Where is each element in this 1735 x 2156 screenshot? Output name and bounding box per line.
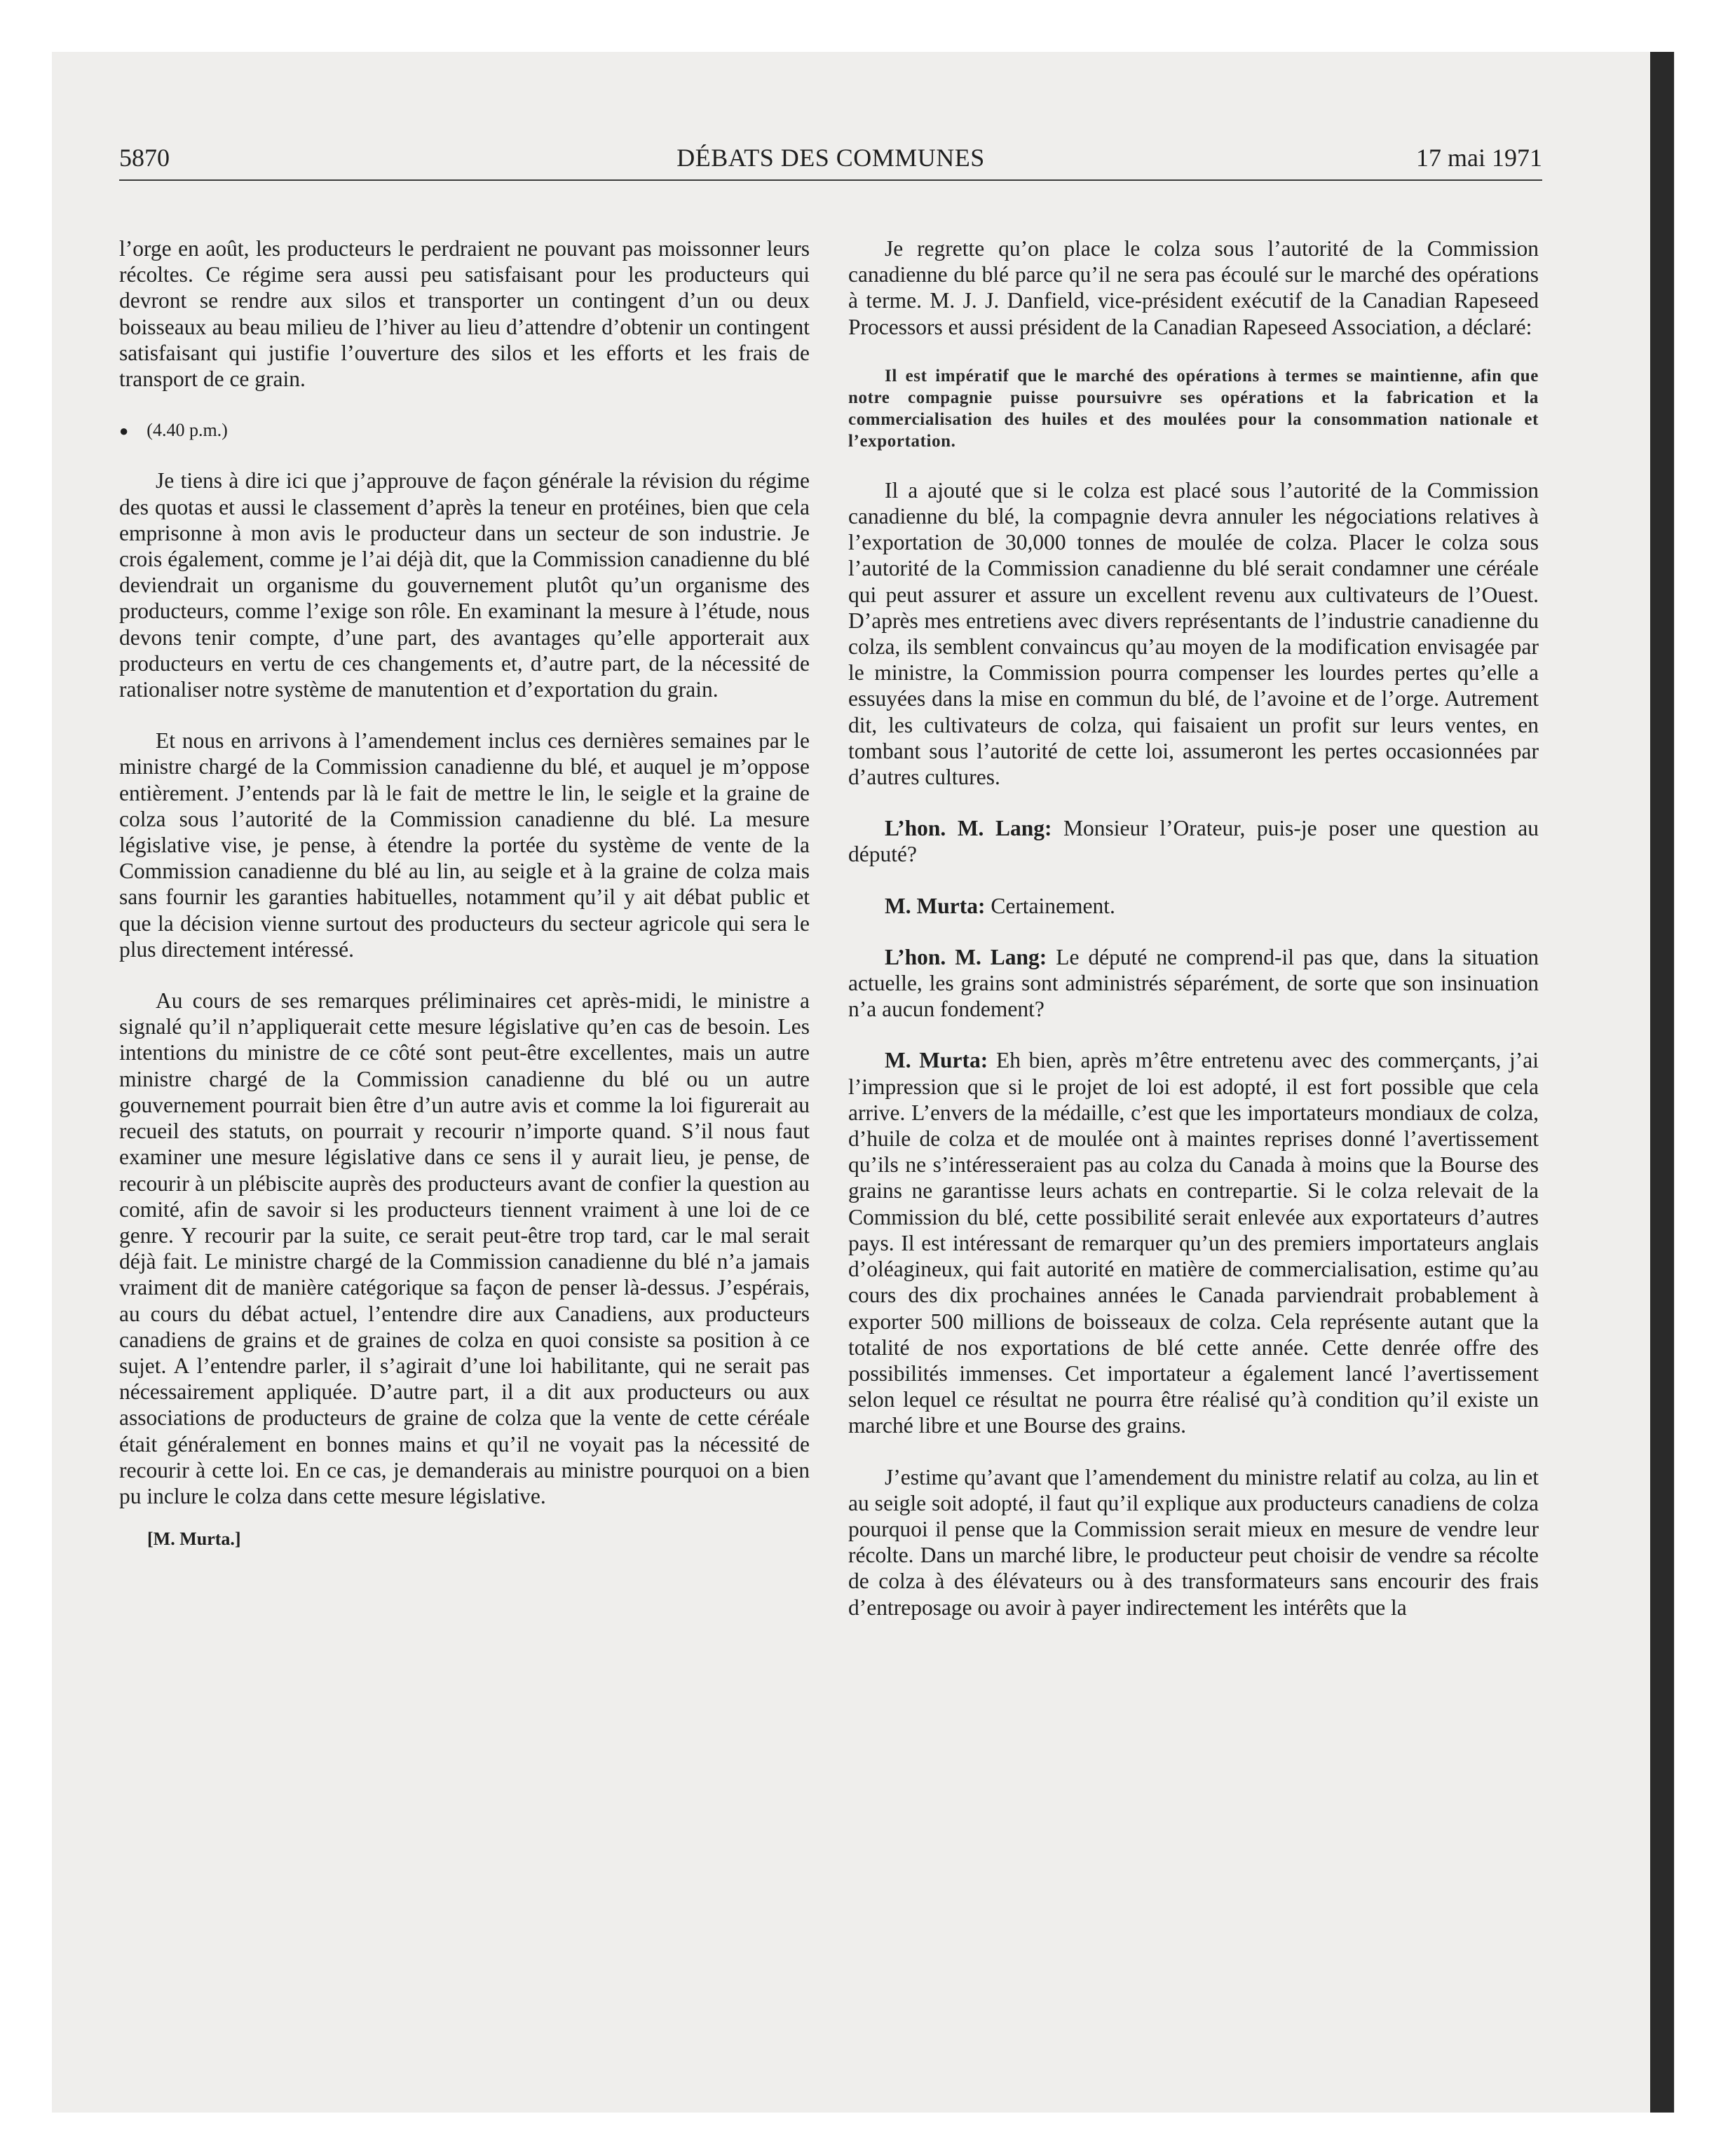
speech-text: Certainement. — [985, 893, 1115, 918]
paragraph: J’estime qu’avant que l’amendement du ministre relatif au colza, au lin et au seigle soit adopté, il faut qu’il explique aux producteurs canadiens de colza pourquoi il pense que la Commission serait mieux en mesure de vendre leur récolte. Dans un marché libre, le producteur peut choisir de vendre sa récolte de colza à des élévateurs ou à des transformateurs sans encourir des frais d’entreposage ou avoir à payer indirectement les intérêts que la — [848, 1464, 1539, 1620]
speaker-name: M. Murta: — [885, 1048, 988, 1073]
page-number: 5870 — [119, 144, 170, 172]
speaker-signature: [M. Murta.] — [147, 1529, 241, 1550]
speaker-name: L’hon. M. Lang: — [885, 944, 1047, 969]
paragraph: Et nous en arrivons à l’amendement inclus ces dernières semaines par le ministre chargé de la Commission canadienne du blé, et auquel je m’oppose entièrement. J’entends par là le fait de mettre le lin, le seigle et la graine de colza sous l’autorité de la Commission canadienne du blé. La mesure législative vise, je pense, à étendre la portée du système de vente de la Commission canadienne du blé au lin, au seigle et à la graine de colza mais sans fournir les garanties habituelles, notamment qu’il y ait débat public et que la décision vienne surtout des producteurs du secteur agricole qui sera le plus directement intéressé. — [119, 728, 810, 962]
block-quote: Il est impératif que le marché des opérations à termes se maintienne, afin que notre compagnie puisse poursuivre ses opérations et la fabrication et la commercialisation des huiles et des moulées pour la consommation nationale et l’exportation. — [848, 366, 1539, 451]
speaker-name: L’hon. M. Lang: — [885, 816, 1052, 841]
speech-text: Le député ne comprend-il pas que, dans la situation actuelle, les grains sont administrés séparément, de sorte que son insinuation n’a aucun fondement? — [848, 944, 1539, 1022]
page-header — [119, 140, 1542, 181]
speech-text: Monsieur l’Orateur, puis-je poser une question au député? — [848, 816, 1539, 867]
speech-text: Eh bien, après m’être entretenu avec des commerçants, j’ai l’impression que si le projet de loi est adopté, il est fort possible que cela arrive. L’envers de la médaille, c’est que les importateurs mondiaux de colza, d’huile de colza et de moulée ont à maintes reprises donné l’avertissement qu’ils ne s’intéresseraient pas au colza du Canada à moins que la Bourse des grains ne garantisse leurs achats en contrepartie. Si le colza relevait de la Commission du blé, cette possibilité serait enlevée aux exportateurs d’autres pays. Il est intéressant de remarquer qu’un des premiers importateurs anglais d’oléagineux, qui fait autorité en matière de commercialisation, estime qu’au cours des dix prochaines années le Canada parviendrait probablement à exporter 500 millions de boisseaux de colza. Cela représente autant que la totalité de nos exportations de blé cette année. Cette denrée offre des possibilités immenses. Cet importateur a également lancé l’avertissement selon lequel ce résultat ne pourra être réalisé qu’à condition qu’il existe un marché libre et une Bourse des grains. — [848, 1048, 1539, 1438]
paragraph: Il a ajouté que si le colza est placé sous l’autorité de la Commission canadienne du blé, la compagnie devra annuler les négociations relatives à l’exportation de 30,000 tonnes de moulée de colza. Placer le colza sous l’autorité de la Commission canadienne du blé serait condamner une céréale qui peut assurer et assure un excellent revenu aux cultivateurs de l’Ouest. D’après mes entretiens avec divers représentants de l’industrie canadienne du colza, ils semblent convaincus qu’au moyen de la modification envisagée par le ministre, la Commission pourra compenser les lourdes pertes qu’elle a essuyées dans la mise en commun du blé, de l’avoine et de l’orge. Autrement dit, les cultivateurs de colza, qui faisaient un profit sur leurs ventes, en tombant sous l’autorité de cette loi, assumeront les pertes occasionnées par d’autres cultures. — [848, 477, 1539, 790]
speech-entry — [848, 944, 1539, 1023]
paragraph: Au cours de ses remarques préliminaires cet après-midi, le ministre a signalé qu’il n’appliquerait cette mesure législative qu’en cas de besoin. Les intentions du ministre de ce côté sont peut-être excellentes, mais un autre ministre chargé de la Commission canadienne du blé ou un autre gouvernement pourrait bien être d’un autre avis et comme la loi figurerait au recueil des statuts, on pourrait y recourir n’importe quand. S’il nous faut examiner une mesure législative dans ce sens il y aurait lieu, je pense, de recourir à un plébiscite auprès des producteurs avant de confier la question au comité, afin de savoir si les producteurs tiennent vraiment à une loi de ce genre. Y recourir par la suite, ce serait peut-être trop tard, car le mal serait déjà fait. Le ministre chargé de la Commission canadienne du blé n’a jamais vraiment dit de manière catégorique sa façon de penser là-dessus. J’espérais, au cours du débat actuel, l’entendre dire aux Canadiens, aux producteurs canadiens de grains et de graines de colza en quoi consiste sa position à ce sujet. A l’entendre parler, il s’agirait d’une loi habilitante, qui ne serait pas nécessairement appliquée. D’autre part, il a dit aux producteurs ou aux associations de producteurs de graine de colza que la vente de cette céréale était généralement en bonnes mains et qu’il ne voyait pas la nécessité de recourir à cette loi. En ce cas, je demanderais au ministre pourquoi on a bien pu inclure le colza dans cette mesure législative. — [119, 988, 810, 1508]
paragraph: l’orge en août, les producteurs le perdraient ne pouvant pas moissonner leurs récoltes. Ce régime sera aussi peu satisfaisant pour les producteurs qui devront se rendre aux silos et transporter un contingent d’un ou deux boisseaux au beau milieu de l’hiver au lieu d’attendre d’obtenir un contingent satisfaisant qui justifie l’ouverture des silos et les efforts et les frais de transport de ce grain. — [119, 236, 810, 392]
right-column — [848, 236, 1539, 1646]
speaker-name: M. Murta: — [885, 893, 986, 918]
paragraph: Je tiens à dire ici que j’approuve de façon générale la révision du régime des quotas et aussi le classement d’après la teneur en protéines, bien que cela emprisonne à mon avis le producteur dans un secteur de son industrie. Je crois également, comme je l’ai déjà dit, que la Commission canadienne du blé deviendrait un organisme du gouvernement plutôt qu’un organisme des producteurs, comme l’exige son rôle. En examinant la mesure à l’étude, nous devons tenir compte, d’une part, des avantages qu’elle apporterait aux producteurs en vertu de ces changements et, d’autre part, de la nécessité de rationaliser notre système de manutention et d’exportation du grain. — [119, 468, 810, 702]
bullet-icon: ● — [119, 422, 129, 440]
publication-title: DÉBATS DES COMMUNES — [676, 144, 985, 172]
speech-entry — [848, 1047, 1539, 1438]
time-marker — [119, 417, 810, 444]
time-stamp: (4.40 p.m.) — [147, 420, 228, 441]
scan-edge — [1650, 52, 1674, 2113]
speech-entry — [848, 815, 1539, 867]
speech-entry — [848, 893, 1539, 919]
paragraph: Je regrette qu’on place le colza sous l’autorité de la Commission canadienne du blé parce qu’il ne sera pas écoulé sur le marché des opérations à terme. M. J. J. Danfield, vice-président exécutif de la Canadian Rapeseed Processors et aussi président de la Canadian Rapeseed Association, a déclaré: — [848, 236, 1539, 339]
issue-date: 17 mai 1971 — [1416, 144, 1542, 172]
left-column — [119, 236, 810, 1552]
